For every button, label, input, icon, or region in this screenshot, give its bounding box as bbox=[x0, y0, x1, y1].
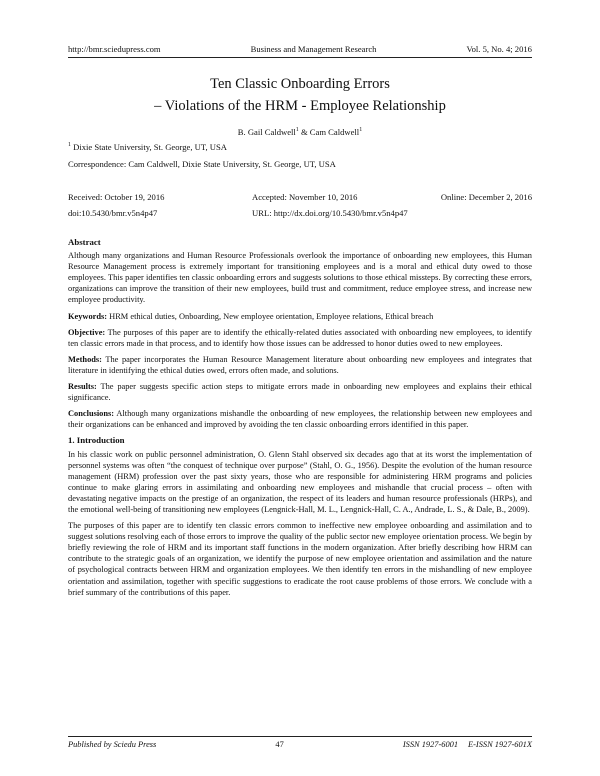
page-number: 47 bbox=[275, 740, 284, 749]
introduction-paragraph-2: The purposes of this paper are to identify ten classic errors common to ineffective new employee onboarding and assimilation and to suggest solutions resolving each of those errors to improve the quality of the public sector new employee orientation process. We begin by briefly reviewing the role of HRM and its important staff functions in the modern organization. After briefly describing how HRM can contribute to the strategic goals of an organization, we identify the purpose of new employee orientation and assimilation and the nature of psychological contracts between HRM and organization employees. We then identify ten errors in the mishandling of new employee orientation and assimilation, together with specific suggestions to eradicate the root cause problems of those errors. We conclude with a brief summary of the contributions of this paper. bbox=[68, 521, 532, 597]
doi-url[interactable]: URL: http://dx.doi.org/10.5430/bmr.v5n4p47 bbox=[252, 208, 408, 218]
abstract-text: Although many organizations and Human Resource Professionals overlook the importance of onboarding new employees, this Human Resource Management process is extremely important for transitioning employees and is a moral and ethical duty owed to those employees. This paper identifies ten classic onboarding errors and suggests solutions to those ethical missteps. By correcting these errors, organizations can improve the transition of their new employees, build trust and commitment, reduce employee stress, and increase new employee productivity. bbox=[68, 251, 532, 305]
article-body bbox=[68, 237, 532, 603]
author-line bbox=[68, 127, 532, 137]
volume-info: Vol. 5, No. 4; 2016 bbox=[466, 44, 532, 54]
conclusions bbox=[68, 408, 532, 430]
methods-text: The paper incorporates the Human Resource Management literature about onboarding new employees and integrates that literature in identifying the ethical duties owed, errors often made, and solutions. bbox=[68, 354, 532, 375]
issn: ISSN 1927-6001 bbox=[402, 740, 459, 749]
objective-text: The purposes of this paper are to identify the ethically-related duties associated with onboarding new employees, to identify ten classic errors made in that process, and to identify how those issues can be addressed to honor duties owed to new employees. bbox=[68, 327, 532, 348]
publisher: Published by Sciedu Press bbox=[68, 740, 157, 749]
author-joiner: & bbox=[298, 127, 310, 137]
doi: doi:10.5430/bmr.v5n4p47 bbox=[68, 208, 158, 218]
dates-row bbox=[68, 192, 532, 202]
keywords-label: Keywords: bbox=[68, 311, 108, 321]
introduction-paragraph-1: In his classic work on public personnel administration, O. Glenn Stahl observed six decades ago that at its worst the implementation of personnel systems was often “the conquest of technique over purpose” (Stahl, O. G., 1956). Despite the evolution of the human resource management (HRM) profession over the past sixty years, those who are responsible for administering HRM programs and policies continue to make glaring errors in assimilating and onboarding new employees and mishandle that crucial process – often with devastating negative impacts on the prestige of an organization, the respect of its leaders and human resource professionals (HRPs), and the emotional well-being of transitioning new employees (Lengnick-Hall, M. L., Lengnick-Hall, C. A., Andrade, L. S., & Dale, B., 2009). bbox=[68, 449, 532, 514]
results-label: Results: bbox=[68, 382, 97, 392]
methods bbox=[68, 354, 532, 376]
accepted-date: Accepted: November 10, 2016 bbox=[252, 192, 358, 202]
keywords bbox=[68, 311, 532, 322]
doi-row bbox=[68, 208, 532, 218]
objective bbox=[68, 327, 532, 349]
eissn: E-ISSN 1927-601X bbox=[468, 740, 532, 749]
journal-name: Business and Management Research bbox=[250, 44, 377, 54]
affiliation bbox=[68, 142, 227, 152]
methods-label: Methods: bbox=[68, 354, 102, 364]
introduction-heading: 1. Introduction bbox=[68, 435, 125, 446]
conclusions-label: Conclusions: bbox=[68, 409, 115, 419]
affiliation-text: Dixie State University, St. George, UT, USA bbox=[71, 142, 227, 152]
affiliation-mark: 1 bbox=[68, 142, 71, 149]
author-affil-mark: 1 bbox=[359, 127, 363, 134]
paper-title: Ten Classic Onboarding Errors bbox=[210, 76, 390, 92]
abstract-heading: Abstract bbox=[68, 237, 101, 247]
objective-label: Objective: bbox=[68, 327, 106, 337]
page-footer bbox=[68, 736, 532, 749]
correspondence: Correspondence: Cam Caldwell, Dixie State University, St. George, UT, USA bbox=[68, 159, 336, 169]
online-date: Online: December 2, 2016 bbox=[440, 192, 532, 202]
received-date: Received: October 19, 2016 bbox=[68, 192, 165, 202]
author-name: Cam Caldwell bbox=[309, 127, 360, 137]
author-name: B. Gail Caldwell bbox=[237, 127, 296, 137]
paper-subtitle: – Violations of the HRM - Employee Relationship bbox=[154, 98, 446, 114]
keywords-text: HRM ethical duties, Onboarding, New employee orientation, Employee relations, Ethical breach bbox=[107, 311, 434, 321]
issn-block bbox=[403, 740, 532, 749]
results bbox=[68, 381, 532, 403]
author-affil-mark: 1 bbox=[295, 127, 299, 134]
results-text: The paper suggests specific action steps to mitigate errors made in onboarding new employees and explains their ethical significance. bbox=[68, 382, 532, 403]
conclusions-text: Although many organizations mishandle the onboarding of new employees, the relationship between new employees and their organizations can be enhanced and improved by avoiding the ten classic onboarding errors identified in this paper. bbox=[68, 409, 532, 430]
journal-url[interactable]: http://bmr.sciedupress.com bbox=[68, 44, 161, 54]
running-header bbox=[68, 44, 532, 58]
